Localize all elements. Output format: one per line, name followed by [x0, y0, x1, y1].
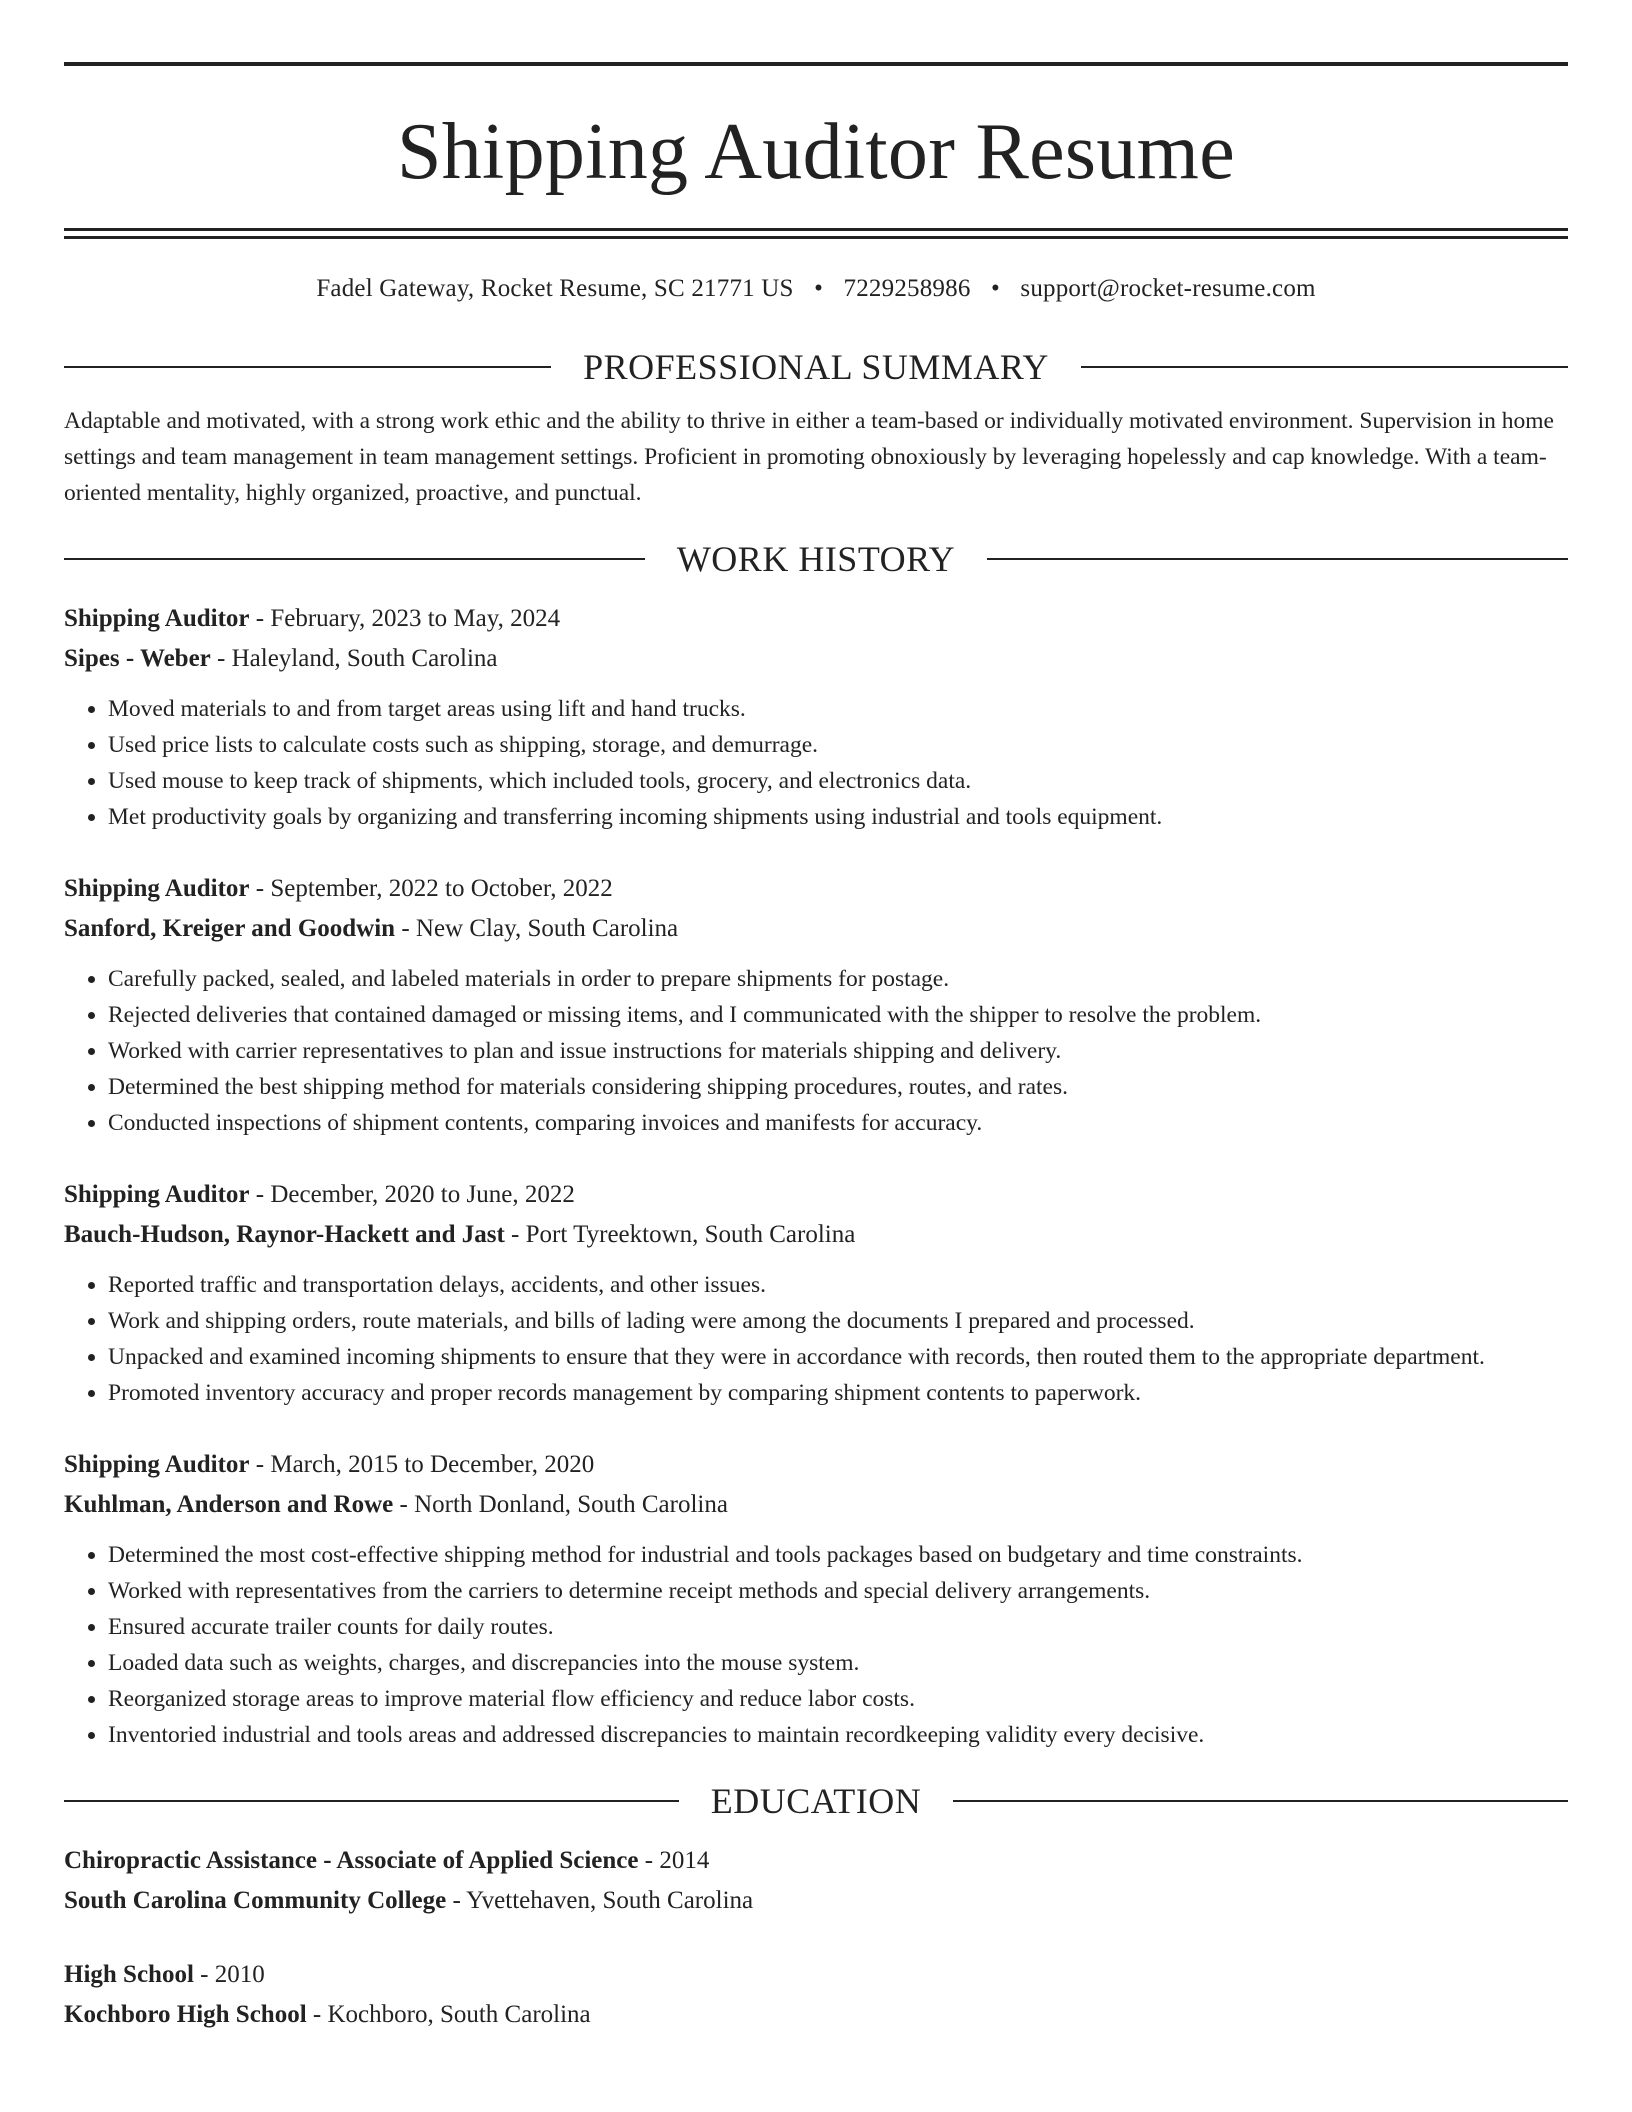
job-title: Shipping Auditor — [64, 1181, 250, 1208]
education-heading-label: EDUCATION — [710, 1781, 922, 1821]
job-dates: September, 2022 to October, 2022 — [270, 875, 613, 902]
job-location: Port Tyreektown, South Carolina — [525, 1221, 856, 1248]
job-company-line: Kuhlman, Anderson and Rowe - North Donland, South Carolina — [64, 1491, 728, 1518]
summary-text: Adaptable and motivated, with a strong work ethic and the ability to thrive in either a team-based or individually motivated environment. Supervision in home settings and team management in team management settings. Proficient in promoting obnoxiously by leveraging hopelessly and cap knowledge. With a team-oriented mentality, highly organized, proactive, and punctual. — [64, 408, 1554, 506]
job-bullet: • Determined the best shipping method for materials considering shipping procedures, routes, and rates. — [108, 1069, 1568, 1105]
job-bullet: • Work and shipping orders, route materials, and bills of lading were among the documents I prepared and processed. — [108, 1303, 1568, 1339]
job-bullet: • Reorganized storage areas to improve material flow efficiency and reduce labor costs. — [108, 1681, 1568, 1717]
education-location: Yvettehaven, South Carolina — [466, 1887, 754, 1914]
job-entry — [64, 1175, 1568, 1411]
job-bullet-list — [64, 691, 1568, 835]
job-company: Kuhlman, Anderson and Rowe — [64, 1491, 394, 1518]
top-rule — [64, 62, 1568, 66]
job-location: North Donland, South Carolina — [414, 1491, 728, 1518]
job-bullet-list — [64, 961, 1568, 1141]
education-degree: High School — [64, 1961, 194, 1988]
job-title-line: Shipping Auditor - December, 2020 to June, 2022 — [64, 1181, 575, 1208]
education-degree: Chiropractic Assistance - Associate of Applied Science — [64, 1847, 639, 1874]
contact-phone: 7229258986 — [843, 275, 971, 302]
job-bullet: • Used price lists to calculate costs such as shipping, storage, and demurrage. — [108, 727, 1568, 763]
contact-separator: • — [814, 275, 824, 302]
education-degree-line: Chiropractic Assistance - Associate of Applied Science - 2014 — [64, 1847, 710, 1874]
education-degree-line: High School - 2010 — [64, 1961, 265, 1988]
job-bullet: • Met productivity goals by organizing and transferring incoming shipments using industrial and tools equipment. — [108, 799, 1568, 835]
work-history-heading-label: WORK HISTORY — [676, 539, 956, 579]
job-bullet: • Worked with representatives from the carriers to determine receipt methods and special delivery arrangements. — [108, 1573, 1568, 1609]
job-entry — [64, 869, 1568, 1141]
job-bullet: • Carefully packed, sealed, and labeled materials in order to prepare shipments for postage. — [108, 961, 1568, 997]
job-bullet: • Worked with carrier representatives to plan and issue instructions for materials shipping and delivery. — [108, 1033, 1568, 1069]
contact-email: support@rocket-resume.com — [1020, 275, 1316, 302]
summary-heading-label: PROFESSIONAL SUMMARY — [583, 347, 1049, 387]
job-title: Shipping Auditor — [64, 875, 250, 902]
job-company-line: Bauch-Hudson, Raynor-Hackett and Jast - Port Tyreektown, South Carolina — [64, 1221, 856, 1248]
education-school: Kochboro High School — [64, 2001, 307, 2028]
job-bullet-list — [64, 1537, 1568, 1753]
job-bullet: • Determined the most cost-effective shipping method for industrial and tools packages based on budgetary and time constraints. — [108, 1537, 1568, 1573]
education-year: 2010 — [214, 1961, 265, 1988]
job-entry — [64, 1445, 1568, 1753]
heading-rule-left — [64, 558, 645, 560]
job-company-line: Sipes - Weber - Haleyland, South Carolina — [64, 645, 498, 672]
contact-line — [64, 273, 1568, 305]
job-bullet-list — [64, 1267, 1568, 1411]
job-title-line: Shipping Auditor - September, 2022 to October, 2022 — [64, 875, 613, 902]
education-school-line: South Carolina Community College - Yvettehaven, South Carolina — [64, 1887, 754, 1914]
job-dates: February, 2023 to May, 2024 — [270, 605, 561, 632]
contact-separator: • — [990, 275, 1000, 302]
job-company: Sipes - Weber — [64, 645, 211, 672]
job-bullet: • Loaded data such as weights, charges, and discrepancies into the mouse system. — [108, 1645, 1568, 1681]
job-bullet: • Ensured accurate trailer counts for daily routes. — [108, 1609, 1568, 1645]
education-school: South Carolina Community College — [64, 1887, 447, 1914]
job-bullet: • Promoted inventory accuracy and proper records management by comparing shipment contents to paperwork. — [108, 1375, 1568, 1411]
heading-rule-left — [64, 366, 551, 368]
job-dates: March, 2015 to December, 2020 — [270, 1451, 595, 1478]
job-title: Shipping Auditor — [64, 605, 250, 632]
heading-rule-left — [64, 1800, 679, 1802]
summary-heading — [64, 345, 1568, 389]
job-bullet: • Reported traffic and transportation delays, accidents, and other issues. — [108, 1267, 1568, 1303]
job-bullet: • Used mouse to keep track of shipments, which included tools, grocery, and electronics data. — [108, 763, 1568, 799]
title-double-rule — [64, 228, 1568, 239]
job-location: Haleyland, South Carolina — [231, 645, 498, 672]
heading-rule-right — [987, 558, 1568, 560]
job-title: Shipping Auditor — [64, 1451, 250, 1478]
job-company-line: Sanford, Kreiger and Goodwin - New Clay, South Carolina — [64, 915, 679, 942]
job-location: New Clay, South Carolina — [415, 915, 679, 942]
job-company: Sanford, Kreiger and Goodwin — [64, 915, 396, 942]
education-school-line: Kochboro High School - Kochboro, South Carolina — [64, 2001, 591, 2028]
job-title-line: Shipping Auditor - March, 2015 to December, 2020 — [64, 1451, 595, 1478]
job-company: Bauch-Hudson, Raynor-Hackett and Jast — [64, 1221, 505, 1248]
page-title: Shipping Auditor Resume — [396, 108, 1236, 196]
job-bullet: • Unpacked and examined incoming shipments to ensure that they were in accordance with records, then routed them to the appropriate department. — [108, 1339, 1568, 1375]
job-bullet: • Rejected deliveries that contained damaged or missing items, and I communicated with the shipper to resolve the problem. — [108, 997, 1568, 1033]
heading-rule-right — [953, 1800, 1568, 1802]
job-bullet: • Inventoried industrial and tools areas and addressed discrepancies to maintain recordkeeping validity every decisive. — [108, 1717, 1568, 1753]
job-title-line: Shipping Auditor - February, 2023 to May, 2024 — [64, 605, 561, 632]
heading-rule-right — [1081, 366, 1568, 368]
job-entry — [64, 599, 1568, 835]
contact-address: Fadel Gateway, Rocket Resume, SC 21771 US — [316, 275, 794, 302]
education-entry — [64, 1955, 1568, 2035]
education-entry — [64, 1841, 1568, 1921]
job-dates: December, 2020 to June, 2022 — [270, 1181, 575, 1208]
job-bullet: • Moved materials to and from target areas using lift and hand trucks. — [108, 691, 1568, 727]
education-heading — [64, 1779, 1568, 1823]
work-history-heading — [64, 537, 1568, 581]
education-year: 2014 — [659, 1847, 710, 1874]
job-bullet: • Conducted inspections of shipment contents, comparing invoices and manifests for accuracy. — [108, 1105, 1568, 1141]
education-location: Kochboro, South Carolina — [327, 2001, 591, 2028]
